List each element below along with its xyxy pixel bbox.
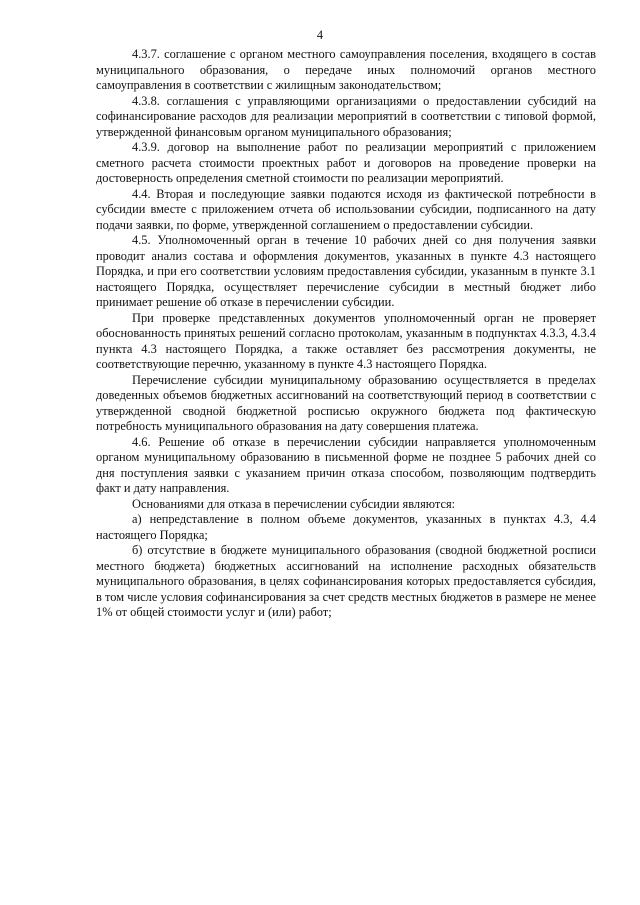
paragraph-transfer: Перечисление субсидии муниципальному образованию осуществляется в пределах доведенных объемов бюджетных ассигнований на соответствующий период в соответствии с утвержденной сводной бюджетной росписью окружного бюджета под фактическую потребность муниципального образования на дату совершения платежа. — [96, 372, 596, 433]
paragraph-4-4: 4.4. Вторая и последующие заявки подаются исходя из фактической потребности в субсидии вместе с приложением отчета об использовании субсидии, подписанного на дату подачи заявки, по форме, утвержденной соглашением о предоставлении субсидии. — [96, 186, 596, 232]
list-item-a: а) непредставление в полном объеме документов, указанных в пунктах 4.3, 4.4 настоящего Порядка; — [96, 512, 596, 542]
paragraph-4-3-9: 4.3.9. договор на выполнение работ по реализации мероприятий с приложением сметного расчета стоимости проектных работ и договоров на проведение проверки на достоверность определения сметной стоимости по реализации мероприятий. — [96, 140, 596, 185]
paragraph-4-6: 4.6. Решение об отказе в перечислении субсидии направляется уполномоченным органом муниципальному образованию в письменной форме не позднее 5 рабочих дней со дня поступления заявки с указанием причин отказа способом, позволяющим подтвердить факт и дату направления. — [96, 434, 596, 495]
document-body — [96, 47, 596, 621]
paragraph-4-3-8: 4.3.8. соглашения с управляющими организациями о предоставлении субсидий на софинансирование расходов для реализации мероприятий в соответствии с типовой формой, утвержденной финансовым органом муниципального образования; — [96, 93, 596, 139]
paragraph-document-check: При проверке представленных документов уполномоченный орган не проверяет обоснованность принятых решений согласно протоколам, указанным в подпунктах 4.3.3, 4.3.4 пункта 4.3 настоящего Порядка, а также оставляет без рассмотрения документы, не соответствующие перечню, указанному в пункте 4.3 настоящего Порядка. — [96, 310, 596, 371]
page-number: 4 — [316, 28, 324, 42]
list-item-b: б) отсутствие в бюджете муниципального образования (сводной бюджетной росписи местного бюджета) бюджетных ассигнований на исполнение расходных обязательств муниципального образования, в целях софинансирования которых предоставляется субсидия, в том числе условия софинансирования за счет средств местных бюджетов в размере не менее 1% от общей стоимости услуг и (или) работ; — [96, 543, 596, 619]
paragraph-4-5: 4.5. Уполномоченный орган в течение 10 рабочих дней со дня получения заявки проводит анализ состава и оформления документов, указанных в пункте 4.3 настоящего Порядка, и при его соответствии условиям предоставления субсидии, указанным в пункте 3.1 настоящего Порядка, осуществляет перечисление субсидии в местный бюджет либо принимает решение об отказе в перечислении субсидии. — [96, 233, 596, 309]
paragraph-refusal-grounds: Основаниями для отказа в перечислении субсидии являются: — [132, 496, 456, 511]
paragraph-4-3-7: 4.3.7. соглашение с органом местного самоуправления поселения, входящего в состав муниципального образования, о передаче иных полномочий органов местного самоуправления в соответствии с жилищным законодательством; — [96, 47, 596, 92]
